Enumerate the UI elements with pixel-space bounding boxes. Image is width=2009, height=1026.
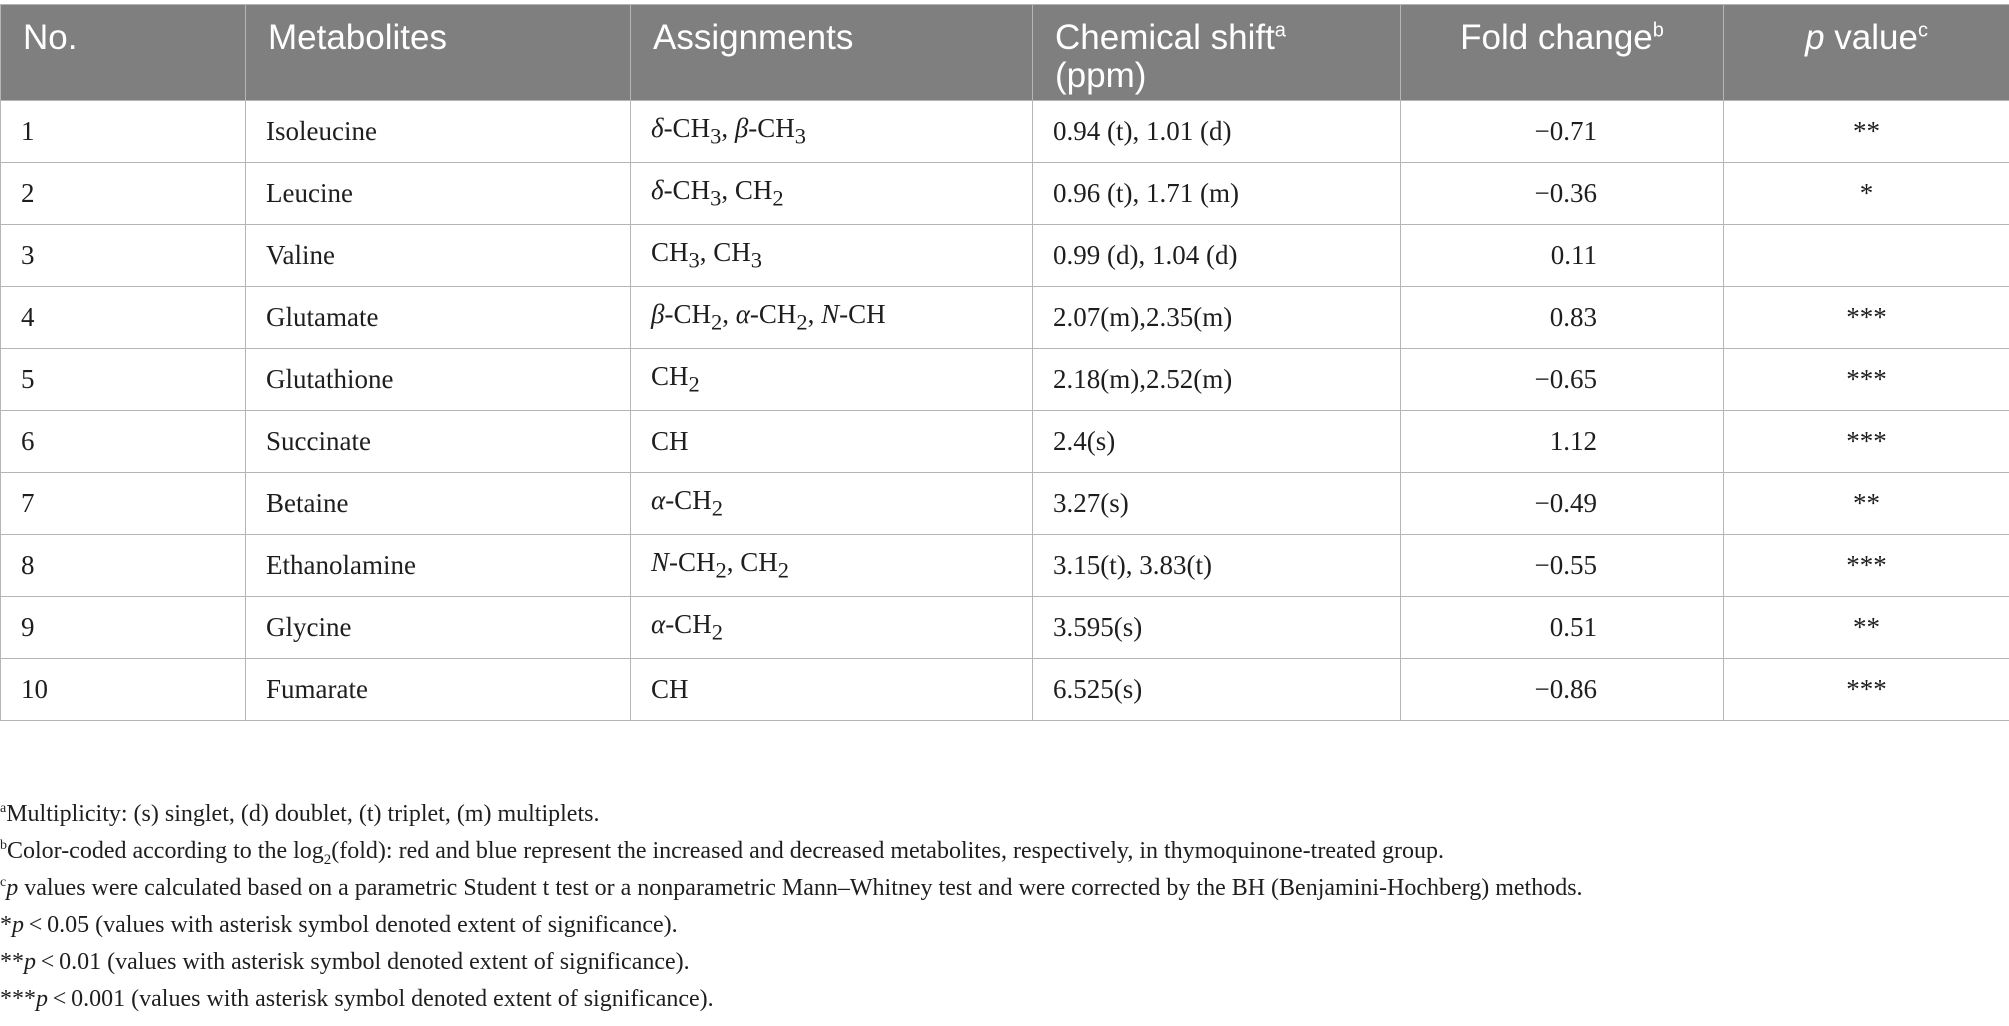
footnote-c: [0, 870, 1583, 907]
footnote-sig-2: [0, 944, 1583, 981]
cell-assignment: [631, 101, 1033, 163]
assign-part: -CH: [664, 299, 711, 330]
cell-assignment: [631, 659, 1033, 721]
table-footnotes: [0, 796, 1583, 1018]
assign-sub: 3: [750, 247, 763, 273]
table-row: [1, 349, 2009, 411]
assign-sub: 2: [777, 557, 790, 583]
cell-p-value: ***: [1724, 659, 2009, 721]
assign-part: -CH: [669, 547, 716, 578]
footnote-p: p: [36, 986, 48, 1012]
cell-fold-change: 0.83: [1401, 287, 1724, 349]
cell-p-value: *: [1724, 163, 2009, 225]
assign-part: ,: [722, 299, 736, 330]
cell-chemical-shift: 2.07(m),2.35(m): [1033, 287, 1401, 349]
cell-metabolite: Betaine: [246, 473, 631, 535]
table-row: [1, 597, 2009, 659]
footnote-text: < 0.01 (values with asterisk symbol denoted extent of significance).: [36, 949, 690, 975]
footnote-mark: b: [0, 838, 7, 853]
cell-no: 10: [1, 659, 246, 721]
cell-p-value: [1724, 225, 2009, 287]
assign-sub: 3: [688, 247, 700, 273]
header-no: No.: [1, 5, 246, 101]
cell-p-value: **: [1724, 101, 2009, 163]
assign-part: CH: [651, 237, 689, 268]
cell-no: 2: [1, 163, 246, 225]
table-row: [1, 473, 2009, 535]
cell-chemical-shift: 0.96 (t), 1.71 (m): [1033, 163, 1401, 225]
assign-part: -CH: [749, 299, 797, 330]
header-chemical-shift-label: Chemical shift: [1055, 18, 1275, 57]
header-p-value: [1724, 5, 2009, 101]
table-header-row: [1, 5, 2009, 101]
footnote-a: [0, 796, 1583, 833]
metabolites-table: [0, 4, 2009, 721]
assign-part: -CH: [663, 175, 711, 206]
footnote-mark-a: a: [1274, 19, 1286, 42]
assign-part: -CH: [748, 113, 795, 144]
assign-sub: 2: [710, 309, 723, 335]
cell-chemical-shift: 3.15(t), 3.83(t): [1033, 535, 1401, 597]
cell-fold-change: −0.86: [1401, 659, 1724, 721]
metabolites-table-container: [0, 4, 2009, 721]
cell-chemical-shift: 3.27(s): [1033, 473, 1401, 535]
assign-part: -CH: [663, 113, 711, 144]
footnote-stars: *: [0, 912, 12, 938]
footnote-sig-1: [0, 907, 1583, 944]
cell-assignment: [631, 597, 1033, 659]
assign-part: δ: [651, 175, 664, 206]
cell-chemical-shift: 6.525(s): [1033, 659, 1401, 721]
cell-no: 8: [1, 535, 246, 597]
cell-metabolite: Ethanolamine: [246, 535, 631, 597]
cell-no: 4: [1, 287, 246, 349]
footnote-text: < 0.05 (values with asterisk symbol denoted extent of significance).: [24, 912, 678, 938]
footnote-stars: ***: [0, 986, 36, 1012]
assign-part: , CH: [726, 547, 778, 578]
footnote-text: values were calculated based on a parametric Student t test or a nonparametric Mann–Whitney test and were corrected by the BH (Benjamini-Hochberg) methods.: [18, 875, 1583, 901]
table-row: [1, 659, 2009, 721]
cell-metabolite: Isoleucine: [246, 101, 631, 163]
table-row: [1, 411, 2009, 473]
header-chemical-shift-unit: (ppm): [1055, 56, 1147, 95]
assign-part: N: [651, 547, 670, 578]
table-row: [1, 535, 2009, 597]
cell-assignment: [631, 349, 1033, 411]
header-assignments: Assignments: [631, 5, 1033, 101]
cell-p-value: **: [1724, 473, 2009, 535]
cell-metabolite: Glutamate: [246, 287, 631, 349]
assign-part: ,: [807, 299, 822, 330]
cell-chemical-shift: 3.595(s): [1033, 597, 1401, 659]
cell-assignment: [631, 535, 1033, 597]
footnote-sig-3: [0, 981, 1583, 1018]
assign-sub: 2: [711, 495, 723, 521]
cell-fold-change: 0.51: [1401, 597, 1724, 659]
assign-part: CH: [651, 426, 689, 456]
cell-no: 6: [1, 411, 246, 473]
header-fold-change-label: Fold change: [1460, 18, 1653, 57]
cell-fold-change: −0.49: [1401, 473, 1724, 535]
footnote-mark: a: [0, 801, 7, 816]
cell-metabolite: Glycine: [246, 597, 631, 659]
assign-part: CH: [651, 361, 689, 392]
footnote-mark-c: c: [1917, 19, 1928, 42]
cell-no: 9: [1, 597, 246, 659]
assign-part: α: [735, 299, 750, 330]
assign-sub: 3: [710, 185, 722, 211]
assign-sub: 2: [711, 619, 723, 645]
cell-p-value: ***: [1724, 535, 2009, 597]
footnote-mark: c: [0, 875, 7, 890]
cell-chemical-shift: 2.4(s): [1033, 411, 1401, 473]
cell-metabolite: Fumarate: [246, 659, 631, 721]
cell-p-value: ***: [1724, 349, 2009, 411]
assign-part: β: [734, 113, 749, 144]
cell-no: 5: [1, 349, 246, 411]
assign-sub: 2: [772, 185, 784, 211]
cell-p-value: ***: [1724, 287, 2009, 349]
footnote-p: p: [24, 949, 36, 975]
cell-assignment: [631, 287, 1033, 349]
assign-part: , CH: [721, 175, 773, 206]
cell-no: 7: [1, 473, 246, 535]
cell-chemical-shift: 2.18(m),2.52(m): [1033, 349, 1401, 411]
table-row: [1, 163, 2009, 225]
footnote-mark-b: b: [1652, 19, 1664, 42]
table-row: [1, 101, 2009, 163]
assign-part: δ: [651, 113, 664, 144]
cell-chemical-shift: 0.99 (d), 1.04 (d): [1033, 225, 1401, 287]
cell-metabolite: Glutathione: [246, 349, 631, 411]
table-row: [1, 225, 2009, 287]
cell-chemical-shift: 0.94 (t), 1.01 (d): [1033, 101, 1401, 163]
assign-part: α: [651, 485, 666, 516]
assign-part: ,: [721, 113, 735, 144]
cell-fold-change: −0.55: [1401, 535, 1724, 597]
assign-part: -CH: [839, 299, 886, 330]
header-p-value-label: value: [1824, 18, 1918, 57]
assign-part: α: [651, 609, 666, 640]
cell-fold-change: −0.71: [1401, 101, 1724, 163]
assign-sub: 3: [710, 123, 722, 149]
assign-part: β: [651, 299, 665, 330]
assign-part: -CH: [665, 609, 712, 640]
cell-assignment: [631, 473, 1033, 535]
header-fold-change: [1401, 5, 1724, 101]
footnote-stars: **: [0, 949, 24, 975]
cell-p-value: **: [1724, 597, 2009, 659]
cell-metabolite: Valine: [246, 225, 631, 287]
assign-sub: 2: [688, 371, 700, 397]
cell-fold-change: 0.11: [1401, 225, 1724, 287]
header-p-italic: p: [1805, 18, 1825, 57]
cell-metabolite: Succinate: [246, 411, 631, 473]
footnote-text: (fold): red and blue represent the increased and decreased metabolites, respectively, in thymoquinone-treated group.: [331, 838, 1444, 864]
footnote-text: Color-coded according to the log: [7, 838, 324, 864]
cell-assignment: [631, 411, 1033, 473]
footnote-text: Multiplicity: (s) singlet, (d) doublet, (t) triplet, (m) multiplets.: [6, 801, 600, 827]
assign-part: N: [821, 299, 840, 330]
header-metabolites: Metabolites: [246, 5, 631, 101]
cell-fold-change: 1.12: [1401, 411, 1724, 473]
footnote-sub: 2: [323, 851, 332, 868]
cell-assignment: [631, 163, 1033, 225]
assign-sub: 3: [794, 123, 807, 149]
assign-sub: 2: [715, 557, 727, 583]
footnote-text: < 0.001 (values with asterisk symbol denoted extent of significance).: [48, 986, 714, 1012]
table-row: [1, 287, 2009, 349]
assign-part: CH: [651, 674, 689, 704]
cell-no: 3: [1, 225, 246, 287]
assign-part: , CH: [699, 237, 751, 268]
cell-p-value: ***: [1724, 411, 2009, 473]
cell-fold-change: −0.36: [1401, 163, 1724, 225]
cell-assignment: [631, 225, 1033, 287]
cell-metabolite: Leucine: [246, 163, 631, 225]
footnote-p: p: [6, 875, 19, 901]
footnote-b: [0, 833, 1583, 870]
header-chemical-shift: [1033, 5, 1401, 101]
assign-part: -CH: [665, 485, 712, 516]
cell-no: 1: [1, 101, 246, 163]
cell-fold-change: −0.65: [1401, 349, 1724, 411]
assign-sub: 2: [796, 309, 808, 335]
footnote-p: p: [12, 912, 24, 938]
